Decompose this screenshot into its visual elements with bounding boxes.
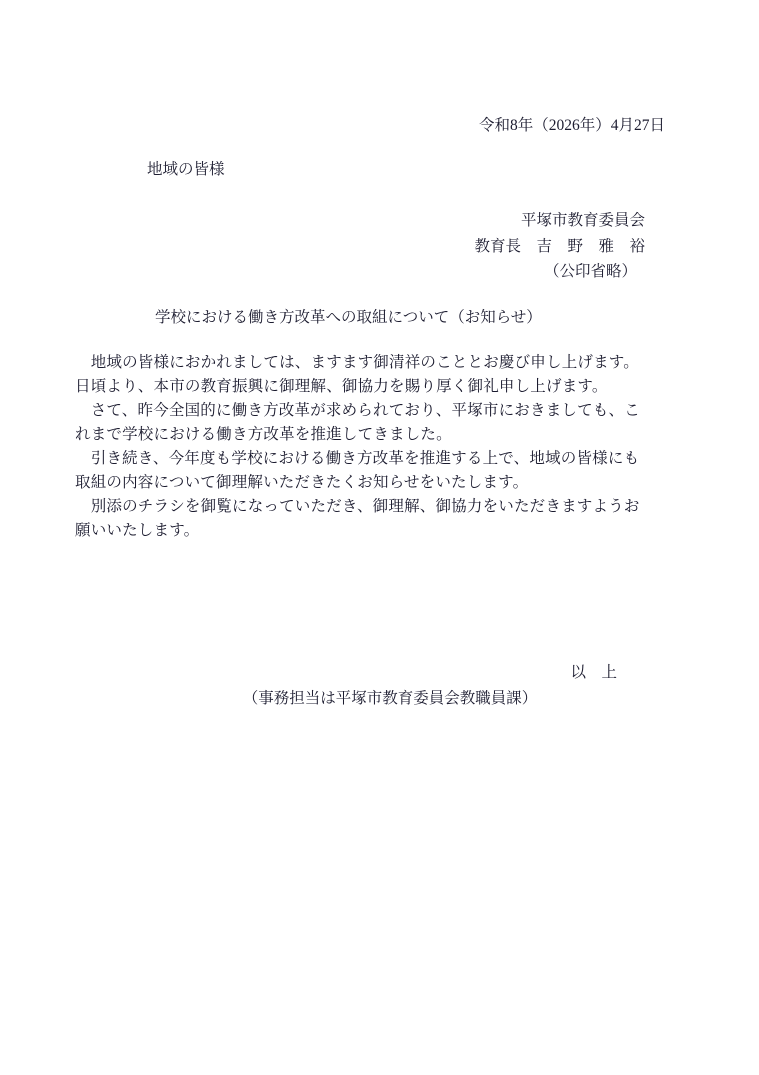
paragraph-line: さて、昨今全国的に働き方改革が求められており、平塚市におきましても、こ: [75, 402, 640, 420]
sender-block: [75, 213, 675, 280]
sender-seal-note: （公印省略）: [543, 263, 637, 280]
paragraph-line: 日頃より、本市の教育振興に御理解、御協力を賜り厚く御礼申し上げます。: [75, 378, 608, 396]
paragraph-line: 地域の皆様におかれましては、ますます御清祥のこととお慶び申し上げます。: [75, 354, 639, 371]
sender-organization: 平塚市教育委員会: [520, 212, 645, 229]
paragraph-1: [75, 351, 675, 399]
paragraph-line: 願いいたします。: [75, 522, 200, 540]
document-closing: 以 上: [570, 664, 617, 682]
paragraph-4: [75, 495, 675, 543]
paragraph-line: 別添のチラシを御覧になっていただき、御理解、御協力をいただきますようお: [75, 498, 640, 516]
paragraph-3: [75, 447, 675, 495]
paragraph-2: [75, 399, 675, 447]
document-date: 令和8年（2026年）4月27日: [478, 117, 665, 134]
sender-official: 教育長 吉 野 雅 裕: [474, 237, 645, 255]
document-body: [75, 118, 675, 706]
paragraph-line: れまで学校における働き方改革を推進してきました。: [75, 426, 452, 444]
document-addressee: 地域の皆様: [147, 160, 225, 178]
paragraph-line: 取組の内容について御理解いただきたくお知らせをいたします。: [75, 474, 529, 492]
document-contact-note: （事務担当は平塚市教育委員会教職員課）: [242, 689, 538, 707]
document-title: 学校における働き方改革への取組について（お知らせ）: [155, 308, 542, 326]
paragraph-line: 引き続き、今年度も学校における働き方改革を推進する上で、地域の皆様にも: [75, 450, 640, 468]
